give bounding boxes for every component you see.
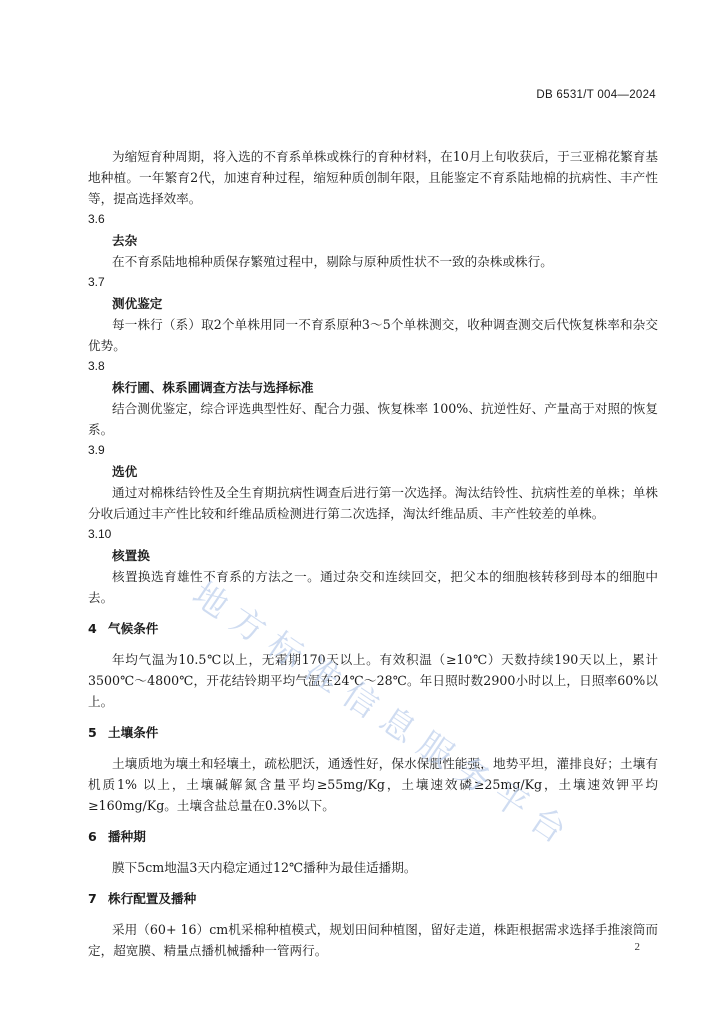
standard-code: DB 6531/T 004—2024 [536,89,656,101]
section-title: 播种期 [108,829,146,844]
term-number: 3.6 [88,212,105,226]
section-title: 土壤条件 [108,725,159,740]
watermark-char: 标 [259,624,311,677]
body-paragraph: 在不育系陆地棉种质保存繁殖过程中，剔除与原种质性状不一致的杂株或株行。 [112,254,553,269]
watermark-char: 方 [222,599,274,652]
term-title: 选优 [112,464,138,479]
term-title: 测优鉴定 [112,296,163,311]
section-number: 4 [88,621,97,636]
page-number: 2 [634,941,640,953]
body-paragraph: 膜下5cm地温3天内稳定通过12℃播种为最佳适播期。 [112,860,417,875]
body-paragraph: 年均气温为10.5℃以上，无霜期170天以上。有效积温（≥10℃）天数持续190天以上，累计3500℃～4800℃，开花结铃期平均气温在24℃～28℃。年日照时数2900小时以上，日照率60%以上。 [88,652,658,709]
term-number: 3.9 [88,443,105,457]
term-title: 去杂 [112,233,138,248]
body-paragraph: 结合测优鉴定，综合评选典型性好、配合力强、恢复株率 100%、抗逆性好、产量高于对照的恢复系。 [88,401,658,437]
document-body [88,146,658,961]
body-paragraph: 核置换选育雄性不育系的方法之一。通过杂交和连续回交，把父本的细胞核转移到母本的细胞中去。 [88,569,658,605]
term-title: 核置换 [112,548,150,563]
term-title: 株行圃、株系圃调查方法与选择标准 [112,380,314,395]
section-number: 6 [88,829,97,844]
term-number: 3.8 [88,359,105,373]
body-paragraph: 采用（60+ 16）cm机采棉种植模式，规划田间种植图，留好走道，株距根据需求选择手推滚筒而定，超宽膜、精量点播机械播种一管两行。 [88,922,658,958]
watermark-char: 服 [409,724,461,777]
watermark-char: 准 [297,649,349,702]
term-number: 3.10 [88,527,112,541]
watermark-char: 台 [522,799,574,852]
body-paragraph: 土壤质地为壤土和轻壤土，疏松肥沃，通透性好，保水保肥性能强，地势平坦，灌排良好；土壤有机质1% 以上，土壤碱解氮含量平均≥55mg/Kg，土壤速效磷≥25mg/Kg，土壤速效钾平均≥160mg/Kg。土壤含盐总量在0.3%以下。 [88,756,658,813]
section-number: 7 [88,891,97,906]
section-heading [88,722,658,743]
section-title: 株行配置及播种 [108,891,197,906]
section-title: 气候条件 [108,621,159,636]
watermark-char: 息 [372,699,424,752]
watermark-char: 地 [184,574,236,627]
body-paragraph: 为缩短育种周期，将入选的不育系单株或株行的育种材料，在10月上旬收获后，于三亚棉花繁育基地种植。一年繁育2代，加速育种过程，缩短种质创制年限，且能鉴定不育系陆地棉的抗病性、丰产性等，提高选择效率。 [88,149,658,206]
section-number: 5 [88,725,97,740]
watermark-char: 务 [447,749,499,802]
body-paragraph: 每一株行（系）取2个单株用同一不育系原种3～5个单株测交，收种调查测交后代恢复株率和杂交优势。 [88,317,658,353]
section-heading [88,826,658,847]
section-heading [88,618,658,639]
body-paragraph: 通过对棉株结铃性及全生育期抗病性调查后进行第一次选择。淘汰结铃性、抗病性差的单株；单株分收后通过丰产性比较和纤维品质检测进行第二次选择，淘汰纤维品质、丰产性较差的单株。 [88,485,658,521]
watermark-char: 平 [484,774,536,827]
term-number: 3.7 [88,275,105,289]
section-heading [88,888,658,909]
watermark-char: 信 [334,674,386,727]
